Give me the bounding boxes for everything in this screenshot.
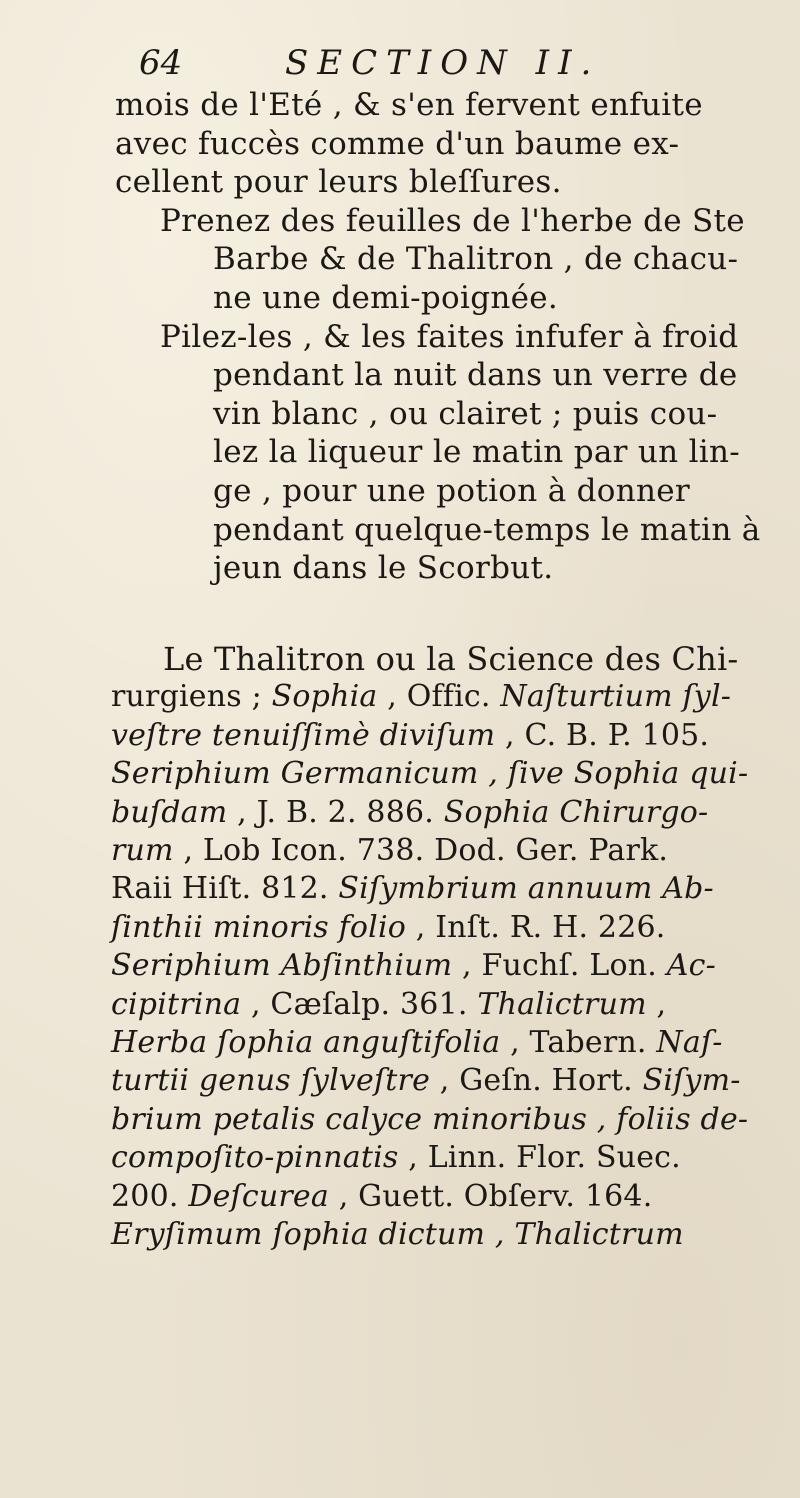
synonymy-line: Seriphium Germanicum , ſive Sophia qui- xyxy=(111,756,749,792)
text-line: pendant la nuit dans un verre de xyxy=(213,357,738,394)
synonymy-line: cipitrina , Cæſalp. 361. Thalictrum , xyxy=(111,986,667,1022)
text-line: Pilez-les , & les faites infufer à froid xyxy=(160,318,739,355)
synonymy-line: rurgiens ; Sophia , Offic. Naſturtium ſyl- xyxy=(111,679,732,715)
text-line: avec fuccès comme d'un baume ex- xyxy=(115,125,680,162)
text-line: Barbe & de Thalitron , de chacu- xyxy=(213,241,739,278)
synonymy-line: buſdam , J. B. 2. 886. Sophia Chirurgo- xyxy=(111,794,709,830)
text-line: Prenez des feuilles de l'herbe de Ste xyxy=(160,202,745,239)
synonymy-line: ſinthii minoris folio , Inſt. R. H. 226. xyxy=(111,909,666,945)
text-line: mois de l'Eté , & s'en fervent enfuite xyxy=(115,87,703,123)
synonymy-line: Le Thalitron ou la Science des Chi- xyxy=(163,640,739,678)
synonymy-line: Eryſimum ſophia dictum , Thalictrum xyxy=(111,1217,684,1253)
synonymy-line: turtii genus ſylveſtre , Geſn. Hort. Siſym- xyxy=(111,1063,741,1099)
text-line: vin blanc , ou clairet ; puis cou- xyxy=(213,395,718,432)
synonymy-line: Herba ſophia anguſtifolia , Tabern. Naſ- xyxy=(111,1025,723,1061)
synonymy-line: veſtre tenuiſſimè diviſum , C. B. P. 105. xyxy=(111,717,710,753)
recipe-text xyxy=(115,86,775,588)
synonymy-line: Raii Hiſt. 812. Siſymbrium annuum Ab- xyxy=(111,871,714,907)
synonymy-line: 200. Deſcurea , Guett. Obſerv. 164. xyxy=(111,1178,653,1214)
synonymy-line: brium petalis calyce minoribus , foliis de- xyxy=(111,1101,749,1137)
text-line: lez la liqueur le matin par un lin- xyxy=(213,434,741,471)
text-line: cellent pour leurs bleſſures. xyxy=(115,164,562,201)
text-line: jeun dans le Scorbut. xyxy=(213,550,554,587)
page-header xyxy=(115,38,675,88)
text-line: ge , pour une potion à donner xyxy=(213,472,691,509)
synonymy-line: rum , Lob Icon. 738. Dod. Ger. Park. xyxy=(111,833,669,869)
synonymy-line: compoſito-pinnatis , Linn. Flor. Suec. xyxy=(111,1140,681,1176)
synonymy-paragraph xyxy=(111,640,781,1255)
running-head: SECTION II. xyxy=(285,43,601,83)
synonymy-line: Seriphium Abſinthium , Fuchſ. Lon. Ac- xyxy=(111,948,716,984)
text-line: ne une demi-poignée. xyxy=(213,279,559,316)
page-number: 64 xyxy=(139,43,183,83)
text-line: pendant quelque-temps le matin à xyxy=(213,511,761,548)
